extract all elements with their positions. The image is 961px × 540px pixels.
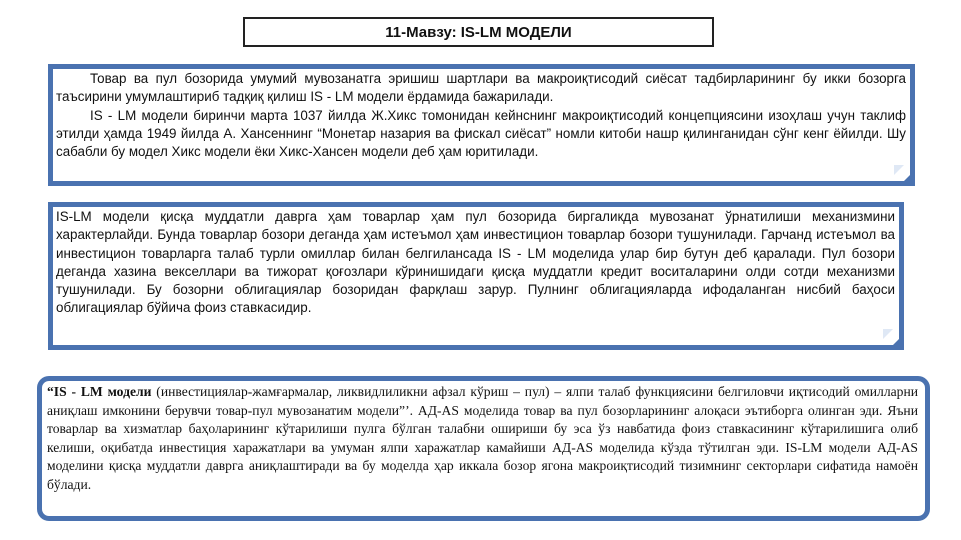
slide-title: 11-Мавзу: IS-LM МОДЕЛИ [243,17,714,47]
quote-box [37,376,930,521]
folded-corner-icon [888,334,904,350]
definition-note [48,202,904,350]
folded-corner-icon [899,170,915,186]
intro-paragraph-1: Товар ва пул бозорида умумий мувозанатга эришиш шартлари ва макроиқтисодий сиёсат тадбирларининг бу икки бозорга таъсирини умумлаштириб тадқиқ қилиш IS - LM модели ёрдамида бажарилади. [56,71,906,105]
folded-corner-flap [894,165,904,175]
quote-text: (инвестициялар-жамғармалар, ликвидлиликни афзал кўриш – пул) – ялпи талаб функциясини белгиловчи иқтисодий омилларни аниқлаш имконини берувчи товар-пул мувозанатим модели”’. АД-АS моделида товар ва пул бозорларининг алоқаси эътиборга олинган эди. Яъни товарлар ва хизматлар баҳоларининг кўтарилиши пулга бўлган талабни ошириши бу эса ўз навбатида фоиз ставкасининг кўтарилишига олиб келиши, оқибатда инвестиция харажатлари ва умуман ялпи харажатлар камайиши АД-АS моделида кўзда тўтилган эди. IS-LM модели АД-АS моделини қисқа муддатли даврга аниқлаштиради ва бу моделда ҳар иккала бозор ягона макроиқтисодий тизимнинг секторлари сифатида намоён бўлади. [47,384,918,492]
intro-paragraph-2: IS - LM модели биринчи марта 1037 йилда Ж.Хикс томонидан кейнснинг макроиқтисодий концепциясини изоҳлаш учун таклиф этилди ҳамда 1949 йилда А. Хансеннинг “Монетар назария ва фискал сиёсат” номли китоби нашр қилинганидан сўнг кенг ёйилди. Шу сабабли бу модел Хикс модели ёки Хикс-Хансен модели деб ҳам юритилади. [56,107,906,160]
intro-note [48,64,915,186]
quote-content [47,383,918,495]
definition-paragraph: IS-LM модели қисқа муддатли даврга ҳам товарлар ҳам пул бозорида биргаликда мувозанат ўрнатилиши механизмини характерлайди. Бунда товарлар бозори деганда ҳам истеъмол ҳам инвестицион товарлар бозори тушунилади. Гарчанд истеъмол ва инвестицион товарларга талаб турли омиллар билан белгилансада IS - LM моделида улар бир бутун деб қаралади. Пул бозори деганда хазина векселлари ва тижорат қоғозлари кўринишидаги қисқа муддатли кредит воситаларини олди сотди механизми тушунилади. Бу бозорни облигациялар бозоридан фарқлаш зарур. Пулнинг облигацияларда ифодаланган нисбий баҳоси облигациялар бўйича фоиз ставкасидир. [56,209,895,316]
quote-lead: “IS - LM модели [47,384,152,399]
folded-corner-flap [883,329,893,339]
definition-content [56,208,895,318]
intro-content [56,70,906,161]
